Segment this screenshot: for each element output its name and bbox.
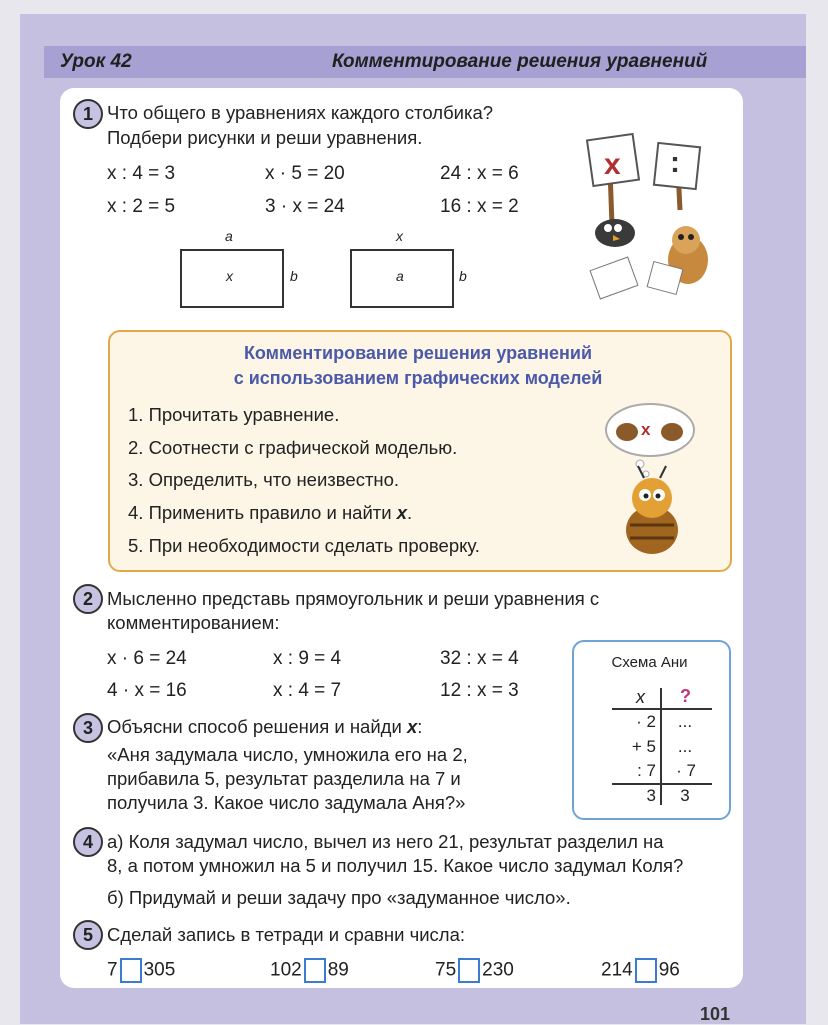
task-4-part-a-line-1: а) Коля задумал число, вычел из него 21, результат разделил на: [107, 831, 664, 852]
task-2-line-1: Мысленно представь прямоугольник и реши уравнения с: [107, 588, 600, 609]
task-3-line-4: получила 3. Какое число задумала Аня?»: [107, 792, 466, 813]
lesson-title: Комментирование решения уравнений: [332, 51, 708, 72]
comparison-left: 102: [270, 959, 302, 981]
scheme-step: + 5: [631, 737, 656, 756]
task-3-text: Объясни способ решения и найди: [107, 716, 407, 737]
task-4-part-b: б) Придумай и реши задачу про «задуманное число».: [107, 887, 571, 908]
comparison-pair: [435, 958, 514, 983]
thought-x-symbol: x: [641, 420, 651, 439]
equation: x : 4 = 7: [273, 680, 342, 701]
equation: 3 · x = 24: [265, 196, 345, 217]
page-number: 101: [700, 1004, 731, 1024]
task-1-number: 1: [73, 99, 103, 129]
task-1-line-2: Подбери рисунки и реши уравнения.: [107, 127, 423, 148]
rule-item-text: 4. Применить правило и найти: [128, 502, 397, 523]
comparison-pair: [270, 958, 349, 983]
rule-title-line-2: с использованием графических моделей: [233, 368, 603, 388]
task-4-part-a-line-2: 8, а потом умножил на 5 и получил 15. Какое число задумал Коля?: [107, 855, 684, 876]
scheme-divider: [612, 708, 712, 710]
equation: x · 6 = 24: [107, 648, 187, 669]
equation: x : 4 = 3: [107, 163, 176, 184]
equation: 12 : x = 3: [440, 680, 519, 701]
comparison-box[interactable]: [120, 958, 142, 983]
rule-item: 3. Определить, что неизвестно.: [128, 469, 400, 490]
comparison-box[interactable]: [635, 958, 657, 983]
equation: 32 : x = 4: [440, 648, 519, 669]
scheme-vertical-line: [660, 688, 662, 805]
scheme-divider: [612, 783, 712, 785]
task-3-line-1: [107, 716, 422, 738]
model-1-side-label: b: [290, 268, 298, 284]
task-3-colon: :: [417, 716, 423, 737]
comparison-right: 89: [327, 959, 349, 981]
illustration-animals: [580, 115, 720, 300]
task-2-line-2: комментированием:: [107, 612, 280, 633]
scheme-result-reverse: 3: [680, 786, 690, 805]
card-x-symbol: x: [604, 148, 621, 181]
rule-item: 2. Соотнести с графической моделью.: [128, 437, 458, 458]
rule-item-x: x: [396, 502, 408, 523]
comparison-box[interactable]: [458, 958, 480, 983]
rule-item: 1. Прочитать уравнение.: [128, 404, 340, 425]
comparison-box[interactable]: [304, 958, 326, 983]
scheme-head-left: x: [636, 687, 645, 707]
scheme-step: : 7: [637, 761, 656, 780]
scheme-step-reverse: · 7: [676, 761, 696, 780]
rule-title-line-1: Комментирование решения уравнений: [243, 343, 593, 363]
model-2-top-label: x: [396, 228, 403, 244]
comparison-right: 96: [658, 959, 680, 981]
task-3-number: 3: [73, 713, 103, 743]
comparison-right: 305: [143, 959, 176, 981]
equation: x : 2 = 5: [107, 196, 176, 217]
rule-item: 5. При необходимости сделать проверку.: [128, 535, 480, 556]
equation: 24 : x = 6: [440, 163, 519, 184]
task-4-number: 4: [73, 827, 103, 857]
lesson-number: Урок 42: [60, 51, 132, 72]
model-2-side-label: b: [459, 268, 467, 284]
comparison-left: 75: [435, 959, 457, 981]
scheme-step: · 2: [636, 712, 656, 731]
task-5-text: Сделай запись в тетради и сравни числа:: [107, 924, 466, 945]
task-1-line-1: Что общего в уравнениях каждого столбика?: [107, 102, 494, 123]
model-2-inside-label: a: [396, 268, 404, 284]
model-1-inside-label: x: [226, 268, 233, 284]
model-1-top-label: a: [225, 228, 233, 244]
scheme-step-reverse: ...: [677, 737, 693, 756]
scheme-title: Схема Ани: [611, 654, 688, 671]
equation: x : 9 = 4: [273, 648, 342, 669]
rule-item: 4. Применить правило и найти x.: [128, 502, 413, 523]
task-3-line-3: прибавила 5, результат разделила на 7 и: [107, 768, 461, 789]
comparison-left: 214: [601, 959, 633, 981]
comparison-pair: [107, 958, 175, 983]
task-3-line-2: «Аня задумала число, умножила его на 2,: [107, 744, 468, 765]
comparison-pair: [601, 958, 680, 983]
task-3-x: x: [406, 716, 418, 737]
comparison-right: 230: [482, 959, 514, 981]
task-5-number: 5: [73, 920, 103, 950]
equation: 4 · x = 16: [107, 680, 187, 701]
scheme-head-right: ?: [680, 686, 691, 706]
scheme-step-reverse: ...: [677, 712, 693, 731]
equation: x · 5 = 20: [265, 163, 345, 184]
comparison-left: 7: [107, 959, 118, 981]
equation: 16 : x = 2: [440, 196, 519, 217]
card-colon-symbol: :: [670, 146, 680, 179]
scheme-result: 3: [646, 786, 656, 805]
task-2-number: 2: [73, 584, 103, 614]
